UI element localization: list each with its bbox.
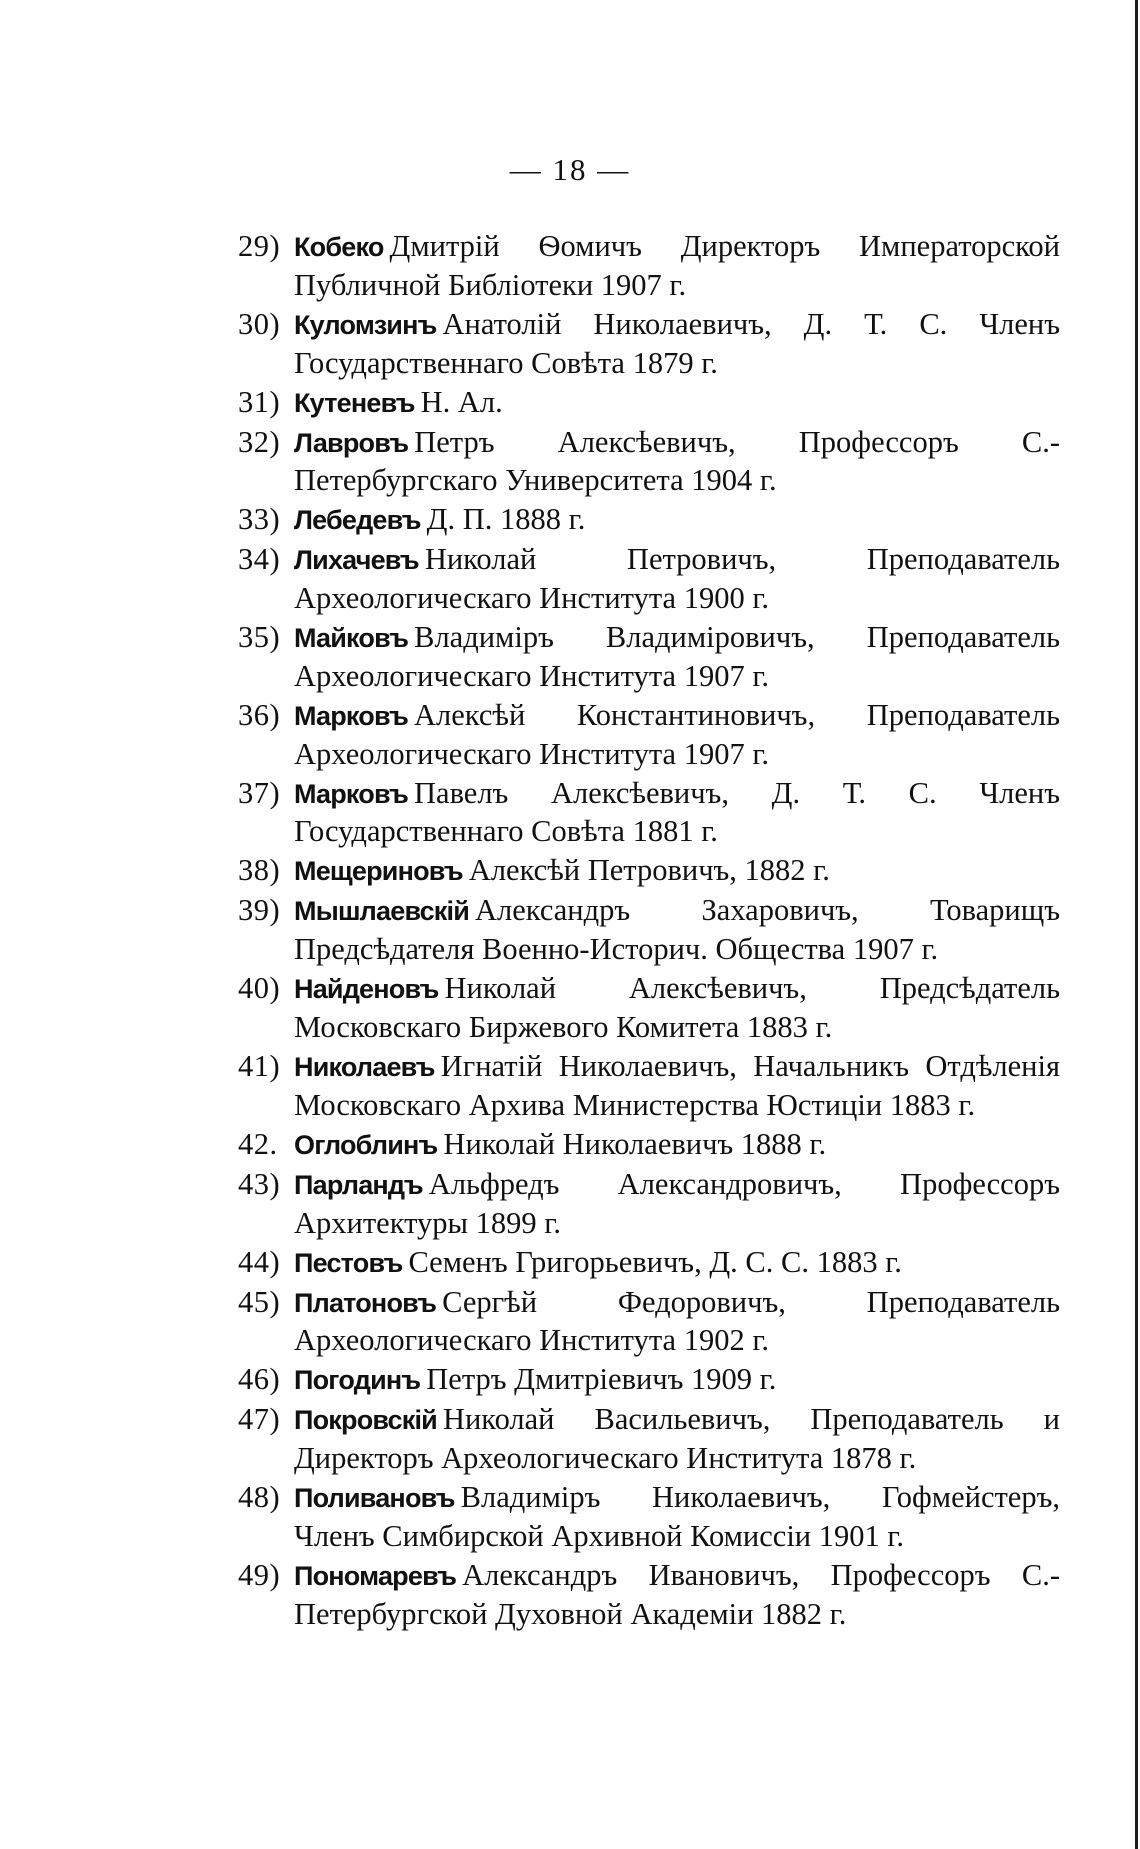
entry-number: 33) — [238, 502, 281, 537]
entry-number: 47) — [238, 1402, 281, 1437]
entry-surname: Марковъ — [294, 778, 408, 809]
entry-text: Александръ Ивановичъ, Профессоръ С.-Петербургской Духовной Академіи 1882 г. — [294, 1557, 1060, 1631]
entry-text: Н. Ал. — [420, 384, 503, 419]
entry-surname: Кобеко — [294, 232, 384, 262]
entry-number: 42. — [238, 1126, 278, 1161]
entry-surname: Парландъ — [294, 1169, 423, 1200]
entry-number: 36) — [238, 697, 281, 732]
entry-surname: Оглоблинъ — [294, 1129, 438, 1160]
list-item — [238, 697, 1060, 774]
entry-text: Николай Алексѣевичъ, Предсѣдатель Московскаго Биржевого Комитета 1883 г. — [294, 971, 1060, 1044]
list-item — [238, 1126, 1060, 1165]
entry-number: 38) — [238, 853, 281, 888]
entry-number: 41) — [238, 1048, 281, 1083]
entry-surname: Поливановъ — [294, 1483, 455, 1514]
entry-surname: Лебедевъ — [294, 505, 421, 536]
entry-number: 46) — [238, 1362, 281, 1397]
entry-text: Альфредъ Александровичъ, Профессоръ Архитектуры 1899 г. — [294, 1166, 1060, 1240]
list-item — [238, 1361, 1060, 1400]
entry-number: 44) — [238, 1244, 281, 1279]
page-edge-rule — [1135, 0, 1138, 1849]
entry-text: Сергѣй Федоровичъ, Преподаватель Археологическаго Института 1902 г. — [294, 1284, 1060, 1358]
entry-surname: Пестовъ — [294, 1247, 403, 1278]
list-item — [238, 1401, 1060, 1478]
entry-text: Николай Петровичъ, Преподаватель Археологическаго Института 1900 г. — [294, 542, 1060, 616]
entry-number: 40) — [238, 971, 281, 1006]
entry-surname: Лихачевъ — [294, 545, 419, 576]
entry-text: Павелъ Алексѣевичъ, Д. Т. С. Членъ Государственнаго Совѣта 1881 г. — [294, 775, 1060, 849]
entry-number: 31) — [238, 384, 281, 419]
entry-number: 39) — [238, 893, 281, 928]
entry-number: 35) — [238, 620, 281, 655]
entry-text: Петръ Алексѣевичъ, Профессоръ С.-Петербургскаго Университета 1904 г. — [294, 424, 1060, 498]
entry-number: 37) — [238, 775, 281, 810]
list-item — [238, 384, 1060, 423]
entry-surname: Найденовъ — [294, 974, 439, 1005]
entry-number: 48) — [238, 1480, 281, 1515]
entry-number: 43) — [238, 1166, 281, 1201]
entry-surname: Мышлаевскій — [294, 896, 469, 927]
list-item — [238, 424, 1060, 501]
entry-number: 45) — [238, 1284, 281, 1319]
list-item — [238, 619, 1060, 696]
page-number: — 18 — — [509, 152, 631, 187]
list-item — [238, 775, 1060, 852]
entry-surname: Погодинъ — [294, 1365, 421, 1396]
list-item — [238, 1479, 1060, 1556]
list-item — [238, 1557, 1060, 1634]
entry-text: Николай Николаевичъ 1888 г. — [443, 1126, 827, 1161]
entry-text: Петръ Дмитріевичъ 1909 г. — [426, 1362, 777, 1397]
entry-surname: Кутеневъ — [294, 387, 415, 418]
entry-text: Д. П. 1888 г. — [426, 502, 586, 537]
list-item — [238, 892, 1060, 969]
entry-list — [238, 228, 1060, 1635]
entry-text: Семенъ Григорьевичъ, Д. С. С. 1883 г. — [408, 1244, 902, 1279]
entry-surname: Пономаревъ — [294, 1560, 457, 1591]
entry-number: 34) — [238, 542, 281, 577]
list-item — [238, 501, 1060, 540]
list-item — [238, 970, 1060, 1047]
entry-text: Владиміръ Николаевичъ, Гофмейстеръ, Членъ Симбирской Архивной Комиссіи 1901 г. — [294, 1480, 1060, 1553]
list-item — [238, 1284, 1060, 1361]
entry-surname: Майковъ — [294, 623, 409, 654]
entry-surname: Мещериновъ — [294, 856, 463, 887]
entry-number: 30) — [238, 306, 281, 341]
list-item — [238, 228, 1060, 305]
entry-number: 49) — [238, 1557, 281, 1592]
entry-text: Владиміръ Владиміровичъ, Преподаватель Археологическаго Института 1907 г. — [294, 620, 1060, 693]
list-item — [238, 852, 1060, 891]
entry-surname: Куломзинъ — [294, 309, 437, 340]
entry-surname: Покровскій — [294, 1405, 437, 1436]
list-item — [238, 306, 1060, 383]
entry-text: Алексѣй Константиновичъ, Преподаватель Археологическаго Института 1907 г. — [294, 697, 1060, 771]
entry-surname: Лавровъ — [294, 427, 409, 458]
entry-surname: Николаевъ — [294, 1051, 435, 1082]
entry-text: Дмитрій Ѳомичъ Директоръ Императорской Публичной Библіотеки 1907 г. — [294, 229, 1060, 302]
entry-surname: Платоновъ — [294, 1287, 437, 1318]
list-item — [238, 1244, 1060, 1283]
entry-number: 32) — [238, 424, 281, 459]
entry-text: Игнатій Николаевичъ, Начальникъ Отдѣленія Московскаго Архива Министерства Юстиціи 1883 г. — [294, 1048, 1060, 1122]
entry-number: 29) — [238, 229, 281, 263]
entry-text: Николай Васильевичъ, Преподаватель и Директоръ Археологическаго Института 1878 г. — [294, 1402, 1060, 1476]
entry-text: Алексѣй Петровичъ, 1882 г. — [468, 853, 830, 888]
entry-surname: Марковъ — [294, 700, 408, 731]
entry-text: Александръ Захаровичъ, Товарищъ Предсѣдателя Военно-Историч. Общества 1907 г. — [294, 893, 1060, 967]
entry-text: Анатолій Николаевичъ, Д. Т. С. Членъ Государственнаго Совѣта 1879 г. — [294, 306, 1060, 380]
list-item — [238, 1048, 1060, 1125]
list-item — [238, 541, 1060, 618]
list-item — [238, 1166, 1060, 1243]
